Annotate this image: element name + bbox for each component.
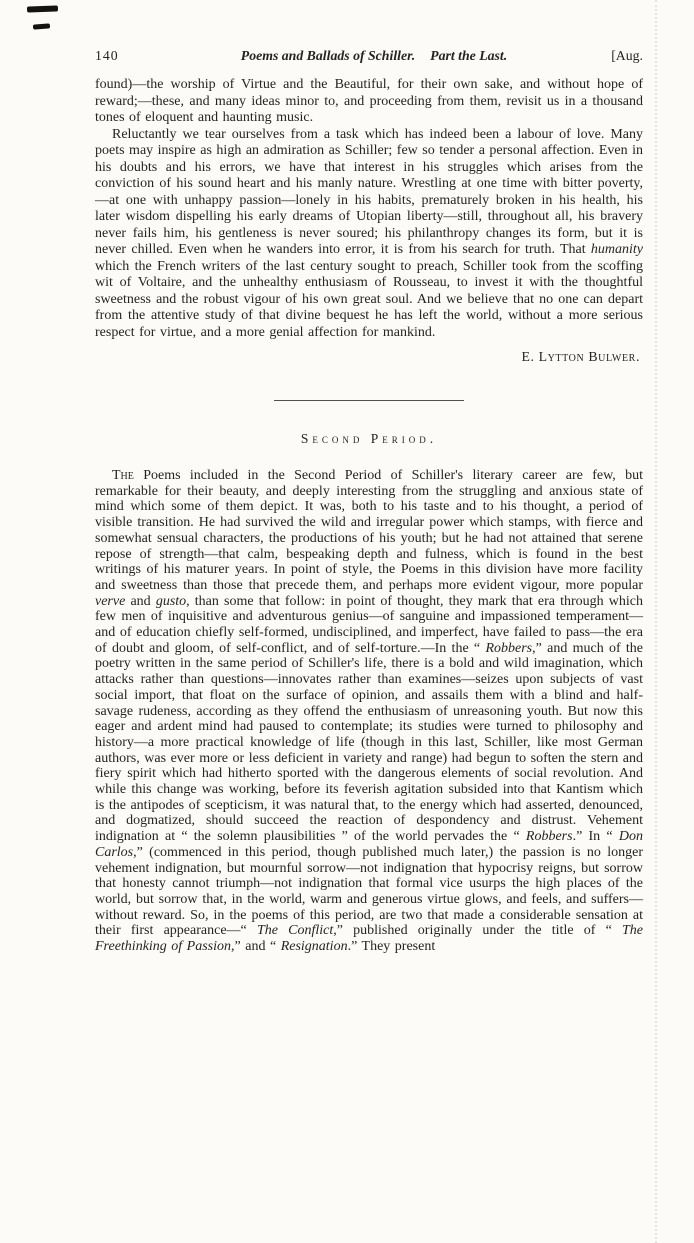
text-run: ,” (commenced in this period, though published much later,) the passion is no longer vehement indignation, but mournful sorrow—not indignation that hypocrisy reigns, but sorrow that honesty cannot triumph—not indignation that formal vice usurps the high places of the world, but sorrow that, in the world, warm and generous virtue glows, and feels, and suffers—without reward. So, in the poems of this period, are two that made a considerable sensation at their first appearance—“: [95, 844, 643, 939]
text-run: , than some that follow: in point of thought, they mark that era through which few men of inquisitive and adventurous genius—of sanguine and impassioned temperament—and of education chiefly self-formed, undisciplined, and imperfect, have failed to pass—the era of doubt and gloom, of self-conflict, and of self-torture.—In the “: [95, 593, 644, 656]
text-run: Reluctantly we tear ourselves from a task which has indeed been a labour of love. Many poets may inspire as high an admiration as Schiller; few so tender a personal affection. Even in his doubts and his errors, we have that interest in his struggles which arises from the conviction of his sound heart and his manly nature. Wrestling at one time with bitter poverty,—at one with unhappy passion—lonely in his habits, prematurely broken in his health, his later wisdom dispelling his early dreams of Utopian liberty—still, throughout all, his bravery never fails him, his gentleness is never soured; his philanthropy changes its form, but it is never chilled. Even when he wanders into error, it is from his search for truth. That: [95, 126, 643, 257]
italic-text-run: The Freethinking of Passion: [95, 923, 643, 955]
running-title-main: Poems and Ballads of Schiller.: [240, 48, 416, 63]
text-run: .” In “: [572, 829, 619, 845]
italic-text-run: Robbers: [485, 640, 533, 656]
body-paragraph: [95, 77, 643, 127]
page-content: [95, 48, 643, 955]
section-heading: Second Period.: [300, 431, 438, 446]
body-paragraph: [95, 127, 643, 342]
text-run: and: [125, 593, 156, 609]
text-run: which the French writers of the last century sought to preach, Schiller took from the scoffing wit of Voltaire, and the unhealthy enthusiasm of Rousseau, to invest it with the thoughtful sweetness and the robust vigour of his own great soul. And we believe that no one can depart from the attentive study of that divine bequest he has left the world, without a more serious respect for virtue, and a more genial affection for mankind.: [95, 258, 643, 340]
running-title-part: Part the Last.: [430, 48, 508, 63]
text-run: .” They present: [347, 939, 436, 955]
italic-text-run: verve: [95, 593, 126, 609]
article-body-first-period: [95, 77, 643, 341]
italic-text-run: The Conflict: [256, 923, 334, 939]
italic-text-run: humanity: [590, 242, 643, 257]
text-run: ,” and “: [231, 939, 281, 955]
smallcaps-text-run: The: [112, 468, 134, 483]
running-header: [95, 48, 643, 64]
text-run: ,” and much of the poetry written in the same period of Schiller's life, there is a bold and wild imagination, which attacks rather than questions—innovates rather than examines—seizes upon subjects of vast social import, that float on the surface of opinion, and assails them with a blind and half-savage rudeness, according as they offend the enthusiasm of unreasoning youth. But now this eager and ardent mind had paused to contemplate; its studies were turned to philosophy and history—a more practical knowledge of life (though in this last, Schiller, like most German authors, was ever more or less deficient in variety and range) had begun to soften the stern and fiery spirit which had hitherto sported with the dangerous elements of social revolution. And while this change was working, before its feverish agitation subsided into that Kantism which is the antipodes of scepticism, it was natural that, to the energy which had asserted, denounced, and dogmatized, should succeed the reaction of despondency and distrust. Vehement indignation at “ the solemn plausibilities ” of the world pervades the “: [95, 640, 644, 845]
text-run: Poems included in the Second Period of Schiller's literary career are few, but remarkable for their beauty, and deeply interesting from the struggling and anxious state of mind which some of them depict. It was, both to his taste and to his thought, a period of visible transition. He had survived the wild and irregular power which stamps, with fierce and somewhat sensual characters, the productions of his youth; but he had not attained that serene repose of strength—that calm, bespeaking depth and fulness, which is found in the best writings of his maturer years. In point of style, the Poems in this division have more facility and sweetness than those that precede them, and perhaps more evident vigour, more popular: [95, 468, 643, 593]
author-signature: E. Lytton Bulwer.: [521, 349, 640, 364]
text-run: ,” published originally under the title of “: [333, 923, 622, 939]
article-body-second-period: [95, 468, 643, 955]
scan-artifact-mark: [27, 5, 58, 12]
italic-text-run: gusto: [155, 593, 187, 609]
body-paragraph: [95, 468, 643, 955]
italic-text-run: Don Carlos: [95, 829, 643, 860]
italic-text-run: Resignation: [280, 939, 348, 955]
scan-gutter-line: [655, 0, 657, 1243]
italic-text-run: Robbers: [525, 829, 573, 845]
running-title: [167, 48, 581, 64]
scan-artifact-mark: [33, 23, 50, 29]
page-number: 140: [95, 48, 119, 63]
text-run: found)—the worship of Virtue and the Beautiful, for their own sake, and without hope of reward;—these, and many ideas minor to, and proceeding from them, revisit us in a thousand tones of eloquent and haunting music.: [95, 77, 643, 125]
section-divider-rule: [274, 400, 464, 401]
issue-date: [Aug.: [611, 48, 643, 63]
